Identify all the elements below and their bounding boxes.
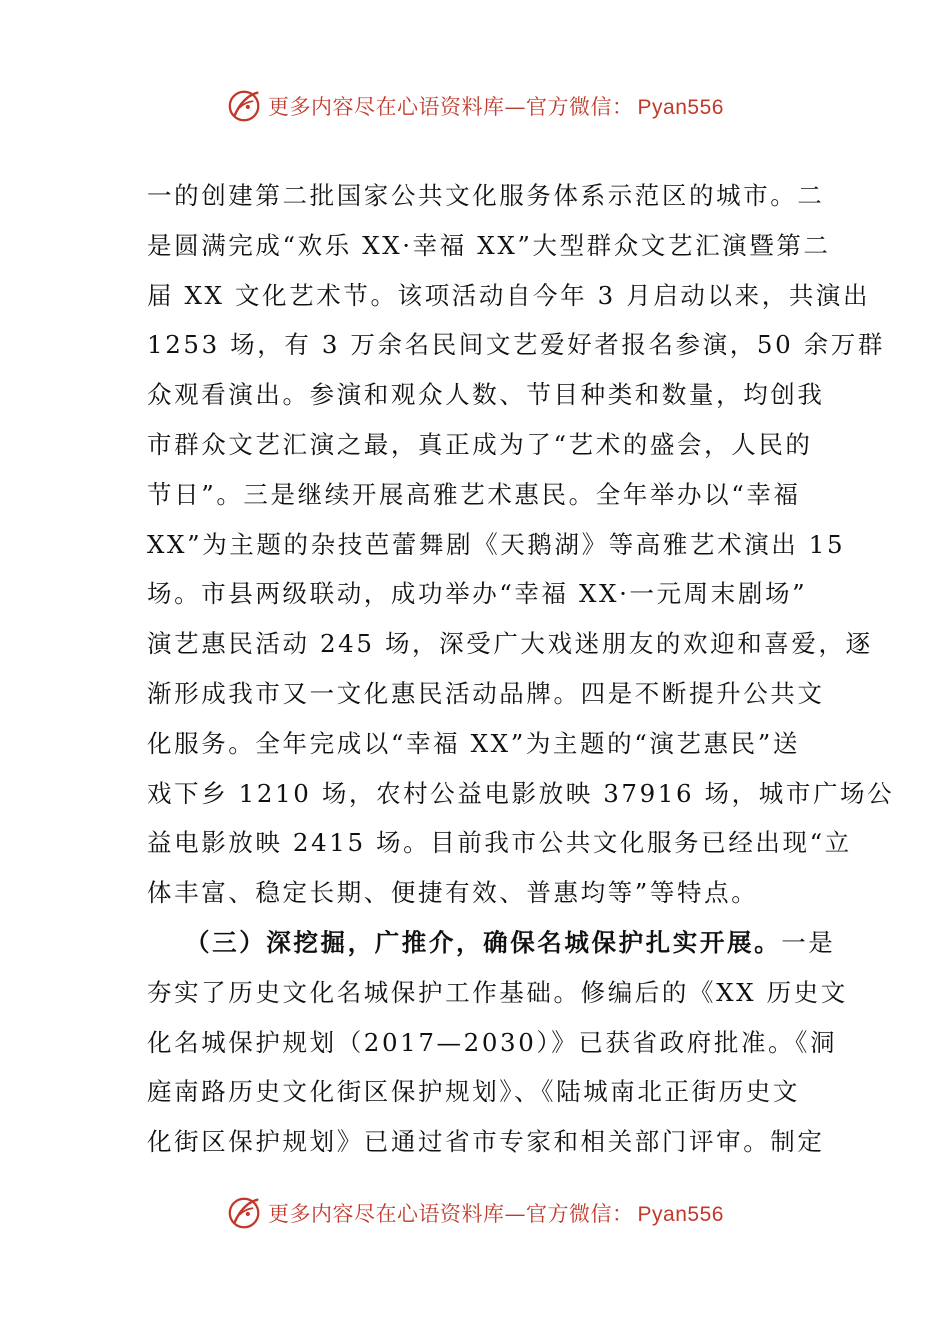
watermark-footer — [0, 1193, 950, 1233]
logo-icon — [226, 1194, 264, 1232]
document-body — [147, 171, 895, 1167]
text-line: 渐形成我市又一文化惠民活动品牌。四是不断提升公共文 — [147, 678, 825, 708]
text-line: XX”为主题的杂技芭蕾舞剧《天鹅湖》等高雅艺术演出 15 — [147, 529, 846, 559]
watermark-wechat-id: Pyan556 — [637, 96, 724, 119]
text-line: 是圆满完成“欢乐 XX·幸福 XX”大型群众文艺汇演暨第二 — [147, 230, 831, 260]
text-line: 化名城保护规划（2017—2030）》已获省政府批准。《洞 — [147, 1027, 838, 1057]
section-heading-continuation: 一是 — [781, 927, 836, 957]
text-line: 益电影放映 2415 场。目前我市公共文化服务已经出现“立 — [147, 828, 852, 858]
text-line: 戏下乡 1210 场，农村公益电影放映 37916 场，城市广场公 — [147, 778, 895, 808]
text-line: 夯实了历史文化名城保护工作基础。修编后的《XX 历史文 — [147, 977, 848, 1007]
watermark-wechat-id: Pyan556 — [637, 1203, 724, 1226]
text-line: 体丰富、稳定长期、便捷有效、普惠均等”等特点。 — [147, 878, 759, 908]
section-heading-line — [147, 918, 836, 968]
text-line: 1253 场，有 3 万余名民间文艺爱好者报名参演，50 余万群 — [147, 330, 885, 360]
text-line: 一的创建第二批国家公共文化服务体系示范区的城市。二 — [147, 181, 825, 210]
watermark-dash: — — [504, 95, 527, 119]
text-line: 演艺惠民活动 245 场，深受广大戏迷朋友的欢迎和喜爱，逐 — [147, 629, 873, 659]
text-line: 届 XX 文化艺术节。该项活动自今年 3 月启动以来，共演出 — [147, 280, 871, 310]
watermark-main-text: 更多内容尽在心语资料库 — [268, 1202, 505, 1226]
text-line: 节日”。三是继续开展高雅艺术惠民。全年举办以“幸福 — [147, 479, 801, 509]
logo-icon — [226, 87, 264, 125]
text-line: 庭南路历史文化街区保护规划》、《陆城南北正街历史文 — [147, 1077, 800, 1107]
text-line: 场。市县两级联动，成功举办“幸福 XX·一元周末剧场” — [147, 579, 808, 609]
watermark-main-text: 更多内容尽在心语资料库 — [268, 95, 505, 119]
watermark-label: 官方微信： — [526, 95, 634, 119]
section-heading: （三）深挖掘，广推介，确保名城保护扎实开展。 — [185, 927, 782, 957]
text-line: 市群众文艺汇演之最，真正成为了“艺术的盛会，人民的 — [147, 429, 813, 459]
watermark-text — [268, 91, 724, 121]
watermark-header — [0, 86, 950, 126]
text-line: 化街区保护规划》已通过省市专家和相关部门评审。制定 — [147, 1127, 825, 1157]
watermark-label: 官方微信： — [526, 1202, 634, 1226]
text-line: 众观看演出。参演和观众人数、节目种类和数量，均创我 — [147, 380, 825, 410]
watermark-text — [268, 1198, 724, 1228]
watermark-dash: — — [504, 1202, 527, 1226]
text-line: 化服务。全年完成以“幸福 XX”为主题的“演艺惠民”送 — [147, 728, 800, 758]
